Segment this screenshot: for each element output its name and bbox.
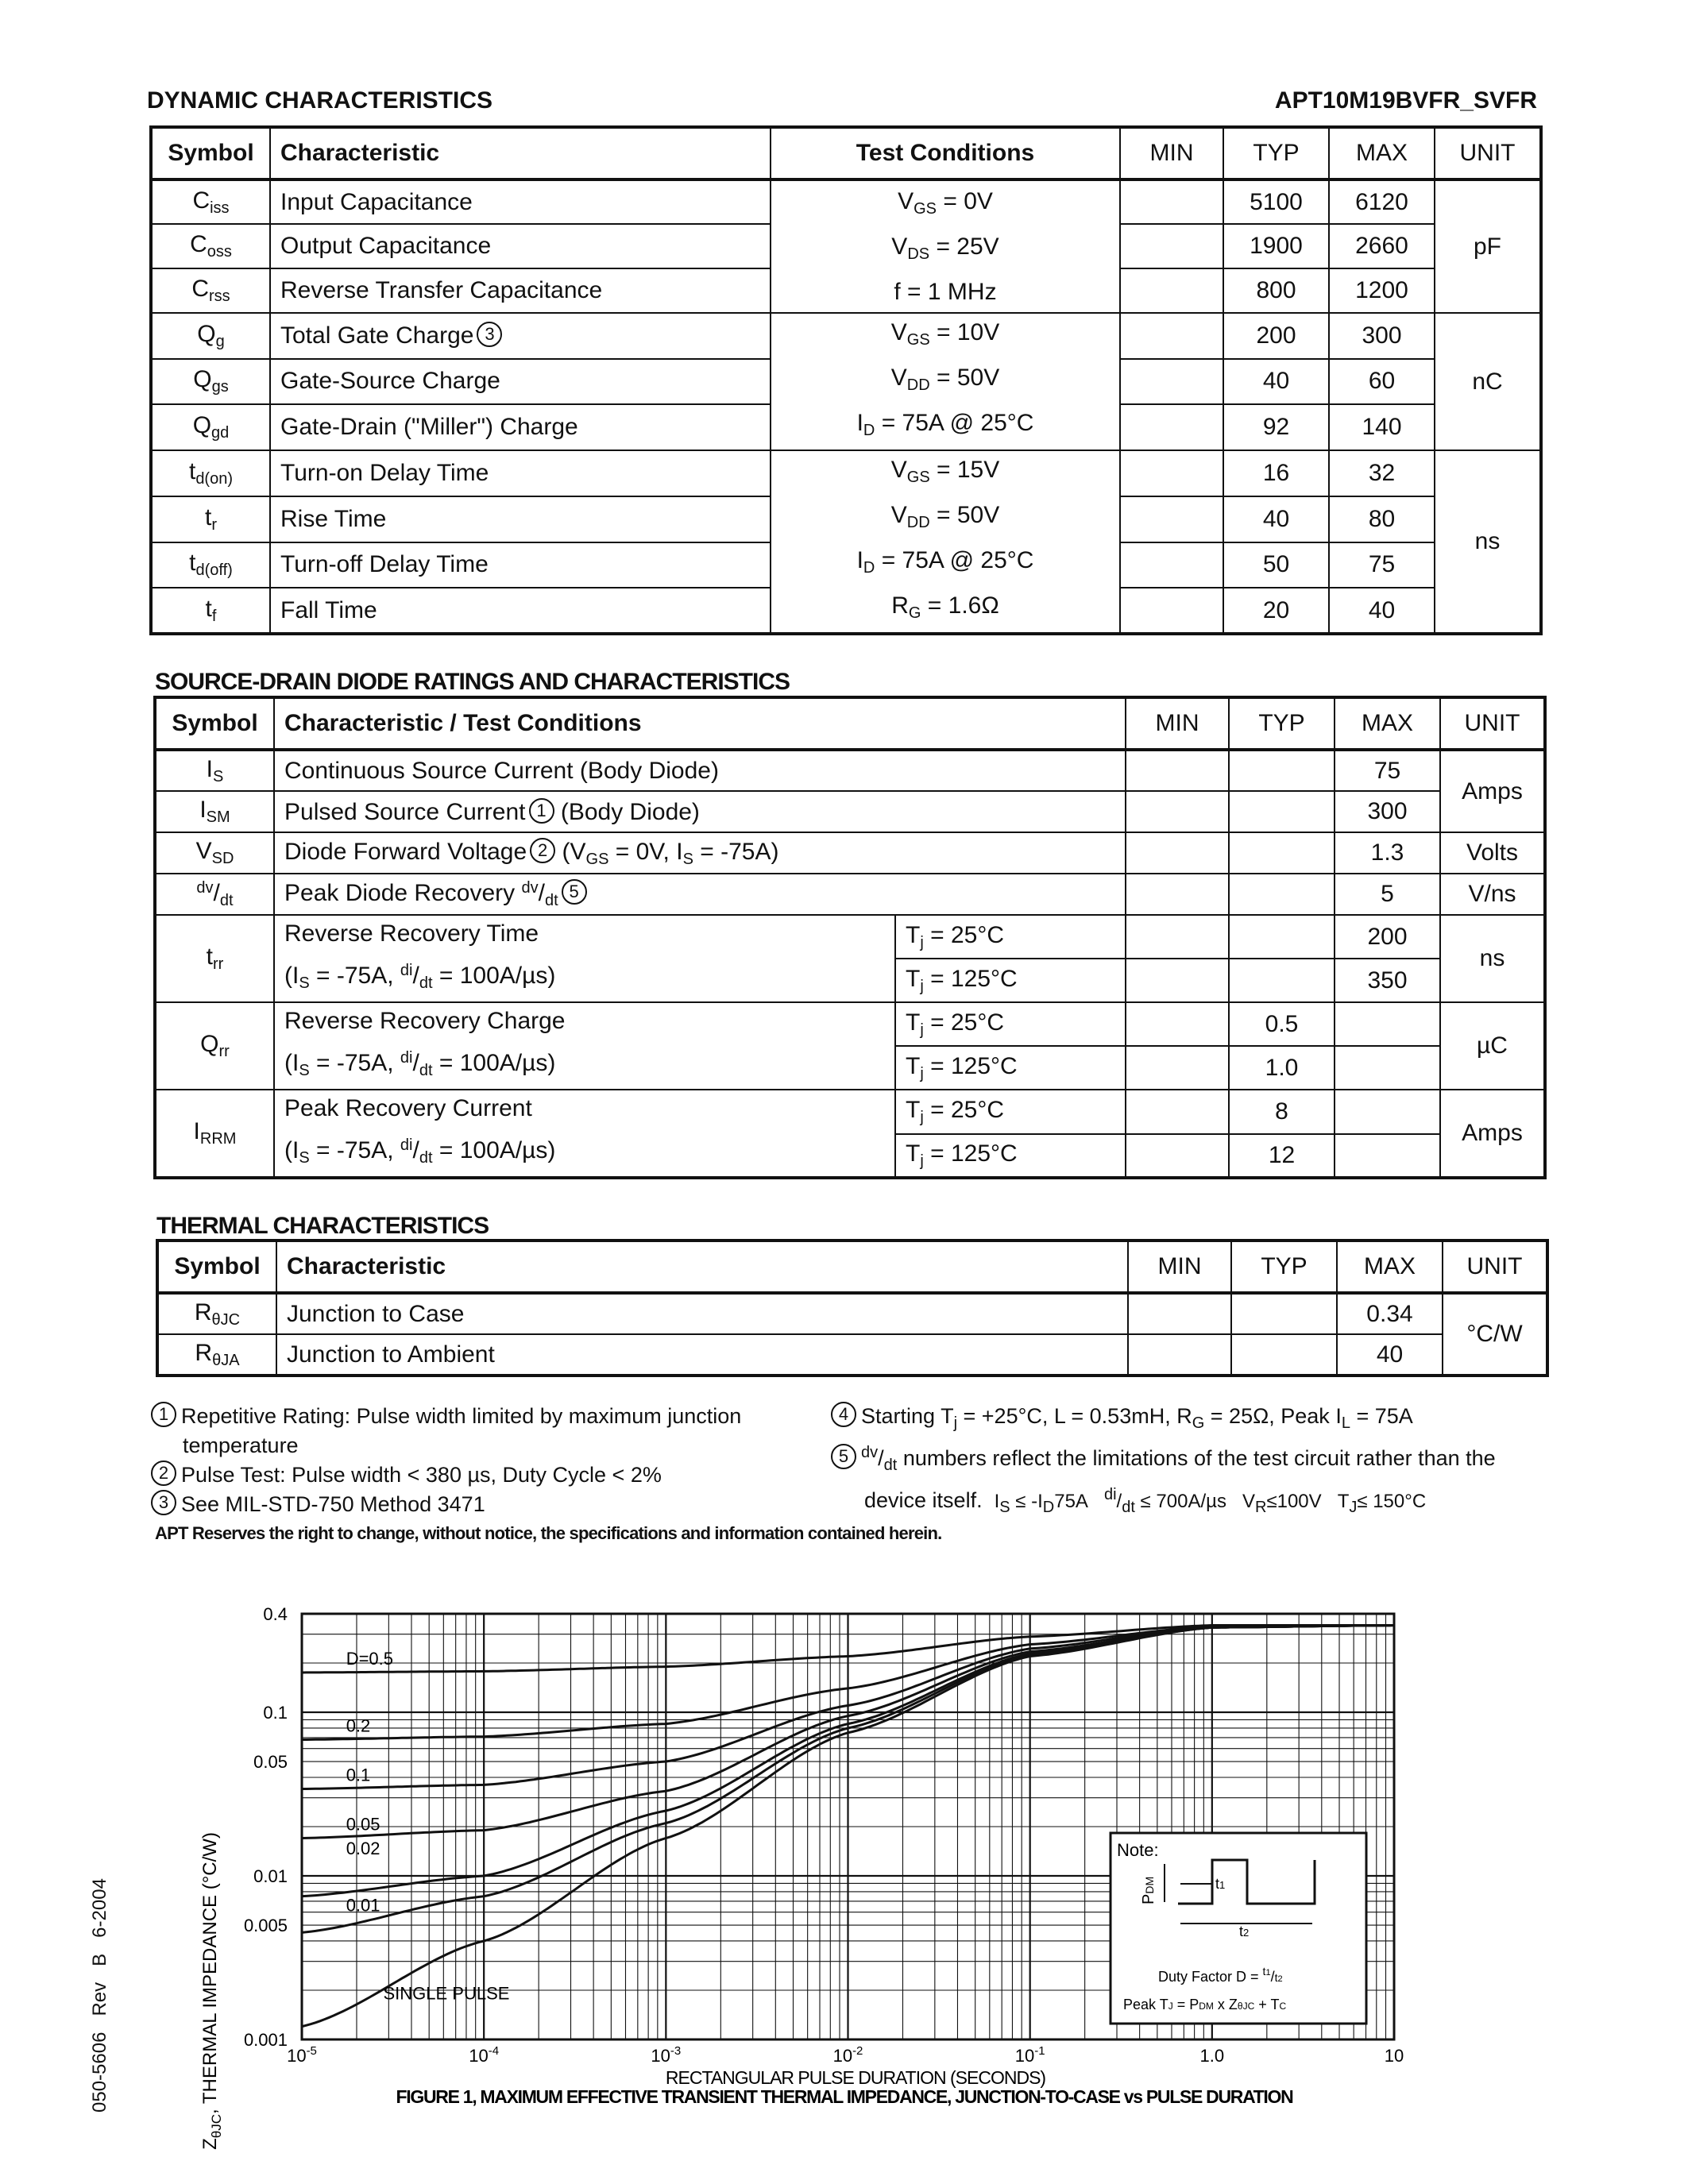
y-tick-label: 0.005 [243,1916,288,1936]
thermal-impedance-chart [0,1580,1688,2150]
table-row: $Q_g$ Total Gate Charge 3 $V_{GS} = 10V$ $V_{DD} = 50V$ $I_D = 75A$ @ 25°C 200 300 nC [151,313,1541,359]
chart-title: FIGURE 1, MAXIMUM EFFECTIVE TRANSIENT THERMAL IMPEDANCE, JUNCTION-TO-CASE vs PULSE DURATION [396,2086,1293,2107]
svg-text:t1: t1 [1215,1876,1226,1892]
unit-amps: Amps [1440,750,1545,832]
col-min: MIN [1120,127,1223,179]
unit-nc: nC [1435,313,1541,450]
thermal-table [156,1239,1549,1377]
notes-left: 1 Repetitive Rating: Pulse width limited by maximum junction temperature 2 Pulse Test: Pulse width < 380 µs, Duty Cycle < 2% 3 See MIL-STD-750 Method 3471 [151,1402,834,1519]
note-1: 1 Repetitive Rating: Pulse width limited by maximum junction [151,1402,834,1431]
series-label: SINGLE PULSE [383,1983,510,2004]
table-row: $t_{rr}$ Reverse Recovery Time ($I_S = -75A$, $^{di}/_{dt} = 100A/\mu s$) $T_j = 25^\circ C$ 200 ns [155,915,1545,959]
svg-text:Peak TJ = PDM x ZθJC + TC: Peak TJ = PDM x ZθJC + TC [1123,1997,1287,2012]
x-tick-label: $10^{-3}$ [651,2044,682,2066]
col-symbol: Symbol [151,127,270,179]
switching-conditions: $V_{GS} = 15V$ $V_{DD} = 50V$ $I_D = 75A$ @ 25°C $R_G = 1.6\Omega$ [771,450,1120,634]
table-row: $I_{SM}$ Pulsed Source Current 1 (Body Diode) 300 [155,791,1545,832]
note-2-marker: 2 [530,838,555,863]
note-4: 4 Starting $T_j = +25^\circ C$, L = 0.53mH, $R_G = 25\Omega$, Peak $I_L = 75A$ [831,1402,1546,1438]
doc-footer: 050-5606 Rev B 6-2004 [89,1878,110,2113]
table-row: $R_{\theta JA}$ Junction to Ambient 40 [157,1334,1547,1376]
note-5-marker: 5 [562,879,587,905]
svg-text:PDM: PDM [1140,1876,1157,1904]
svg-text:Duty Factor D = t1/t2: Duty Factor D = $^t$1/t2 [1158,1965,1283,1985]
y-tick-label: 0.1 [263,1703,288,1723]
x-tick-label: $10^{-2}$ [832,2044,863,2066]
x-axis-label: RECTANGULAR PULSE DURATION (SECONDS) [665,2067,1046,2088]
table-row: $T_j = 125^\circ C$ 350 [155,959,1545,1002]
reserve-statement: APT Reserves the right to change, without notice, the specifications and information contained herein. [155,1523,942,1543]
table-row: $R_{\theta JC}$ Junction to Case 0.34 °C/W [157,1293,1547,1334]
y-tick-label: 0.05 [253,1752,288,1773]
col-typ: TYP [1231,1241,1337,1293]
note-3-marker: 3 [477,322,502,347]
y-tick-label: 0.01 [253,1866,288,1887]
y-tick-labels [244,1604,288,2050]
diode-title: SOURCE-DRAIN DIODE RATINGS AND CHARACTERISTICS [155,669,790,695]
note-2: 2 Pulse Test: Pulse width < 380 µs, Duty Cycle < 2% [151,1461,834,1490]
table-row: $t_{d(on)}$ Turn-on Delay Time $V_{GS} = 15V$ $V_{DD} = 50V$ $I_D = 75A$ @ 25°C $R_G = 1.6\Omega$ 16 32 ns [151,450,1541,496]
series-labels [346,1649,510,2004]
x-tick-label: 10 [1384,2046,1404,2066]
part-number: APT10M19BVFR_SVFR [1274,87,1537,114]
series-label: 0.1 [346,1765,371,1785]
x-tick-label: 1.0 [1199,2046,1225,2066]
table-row: $V_{SD}$ Diode Forward Voltage 2 ($V_{GS} = 0V$, $I_S = -75A$) 1.3 Volts [155,832,1545,874]
unit-pf: pF [1435,179,1541,313]
series-label: 0.02 [346,1839,380,1859]
x-tick-label: $10^{-5}$ [287,2044,317,2066]
series-label: 0.05 [346,1814,380,1835]
series-label: D=0.5 [346,1648,394,1669]
cap-conditions: $V_{GS} = 0V$ $V_{DS} = 25V$ f = 1 MHz [771,179,1120,313]
x-tick-label: $10^{-1}$ [1014,2044,1045,2066]
note-box [1111,1833,1366,2024]
note-1-marker: 1 [529,798,554,824]
gate-charge-conditions: $V_{GS} = 10V$ $V_{DD} = 50V$ $I_D = 75A$ @ 25°C [771,313,1120,450]
y-tick-label: 0.4 [263,1604,288,1624]
col-characteristic: Characteristic [270,127,771,179]
thermal-title: THERMAL CHARACTERISTICS [156,1213,489,1239]
col-unit: UNIT [1440,697,1545,750]
unit-ns: ns [1435,450,1541,634]
y-tick-label: 0.001 [243,2030,288,2050]
dynamic-table [149,125,1543,635]
col-characteristic: Characteristic / Test Conditions [274,697,1126,750]
x-tick-labels [287,2044,1404,2066]
col-typ: TYP [1223,127,1329,179]
svg-text:Note:: Note: [1117,1840,1159,1860]
table-row: $T_j = 125^\circ C$ 1.0 [155,1046,1545,1090]
col-max: MAX [1329,127,1435,179]
table-row: $Q_{gs}$ Gate-Source Charge 40 60 [151,359,1541,405]
y-axis-label: $Z_{\theta JC}$, THERMAL IMPEDANCE (°C/W) [199,1832,224,2150]
table-row: $C_{rss}$ Reverse Transfer Capacitance 800 1200 [151,268,1541,313]
series-label: 0.2 [346,1715,371,1736]
table-row: $I_S$ Continuous Source Current (Body Diode) 75 Amps [155,750,1545,791]
col-max: MAX [1335,697,1440,750]
table-row: $C_{iss}$ Input Capacitance $V_{GS} = 0V$ $V_{DS} = 25V$ f = 1 MHz 5100 6120 pF [151,179,1541,224]
col-symbol: Symbol [157,1241,276,1293]
note-5: 5 $^{dv}/_{dt}$ numbers reflect the limitations of the test circuit rather than the [831,1438,1546,1480]
diode-table [153,696,1547,1179]
col-unit: UNIT [1443,1241,1547,1293]
col-unit: UNIT [1435,127,1541,179]
col-test-conditions: Test Conditions [771,127,1120,179]
dynamic-title: DYNAMIC CHARACTERISTICS [147,87,492,114]
unit-cw: °C/W [1443,1293,1547,1376]
table-row: $C_{oss}$ Output Capacitance 1900 2660 [151,224,1541,268]
svg-text:t2: t2 [1239,1924,1250,1939]
col-characteristic: Characteristic [276,1241,1128,1293]
table-row: $T_j = 125^\circ C$ 12 [155,1134,1545,1179]
note-3: 3 See MIL-STD-750 Method 3471 [151,1490,834,1519]
notes-right: 4 Starting $T_j = +25^\circ C$, L = 0.53mH, $R_G = 25\Omega$, Peak $I_L = 75A$ 5 $^{dv}/_{dt}$ numbers reflect the limitations of the test circuit rather than the device itself. $I_S \le -I_D75A$ $^{di}/_{dt} \le 700A/\mu s$ $V_R\le 100V$ $T_J\le 150^\circ C$ [831,1402,1546,1522]
table-row: $t_{d(off)}$ Turn-off Delay Time 50 75 [151,542,1541,588]
col-min: MIN [1126,697,1229,750]
table-row: $t_r$ Rise Time 40 80 [151,496,1541,542]
x-tick-label: $10^{-4}$ [469,2044,500,2066]
col-min: MIN [1128,1241,1231,1293]
table-row: $Q_{rr}$ Reverse Recovery Charge ($I_S = -75A$, $^{di}/_{dt} = 100A/\mu s$) $T_j = 25^\circ C$ 0.5 µC [155,1002,1545,1046]
table-row: $t_f$ Fall Time 20 40 [151,588,1541,634]
series-label: 0.01 [346,1895,380,1916]
col-typ: TYP [1229,697,1335,750]
col-symbol: Symbol [155,697,274,750]
table-row: $^{dv}/_{dt}$ Peak Diode Recovery $^{dv}/_{dt}$ 5 5 V/ns [155,874,1545,915]
table-row: $Q_{gd}$ Gate-Drain ("Miller") Charge 92 140 [151,404,1541,450]
col-max: MAX [1337,1241,1443,1293]
table-row: $I_{RRM}$ Peak Recovery Current ($I_S = -75A$, $^{di}/_{dt} = 100A/\mu s$) $T_j = 25^\circ C$ 8 Amps [155,1090,1545,1134]
